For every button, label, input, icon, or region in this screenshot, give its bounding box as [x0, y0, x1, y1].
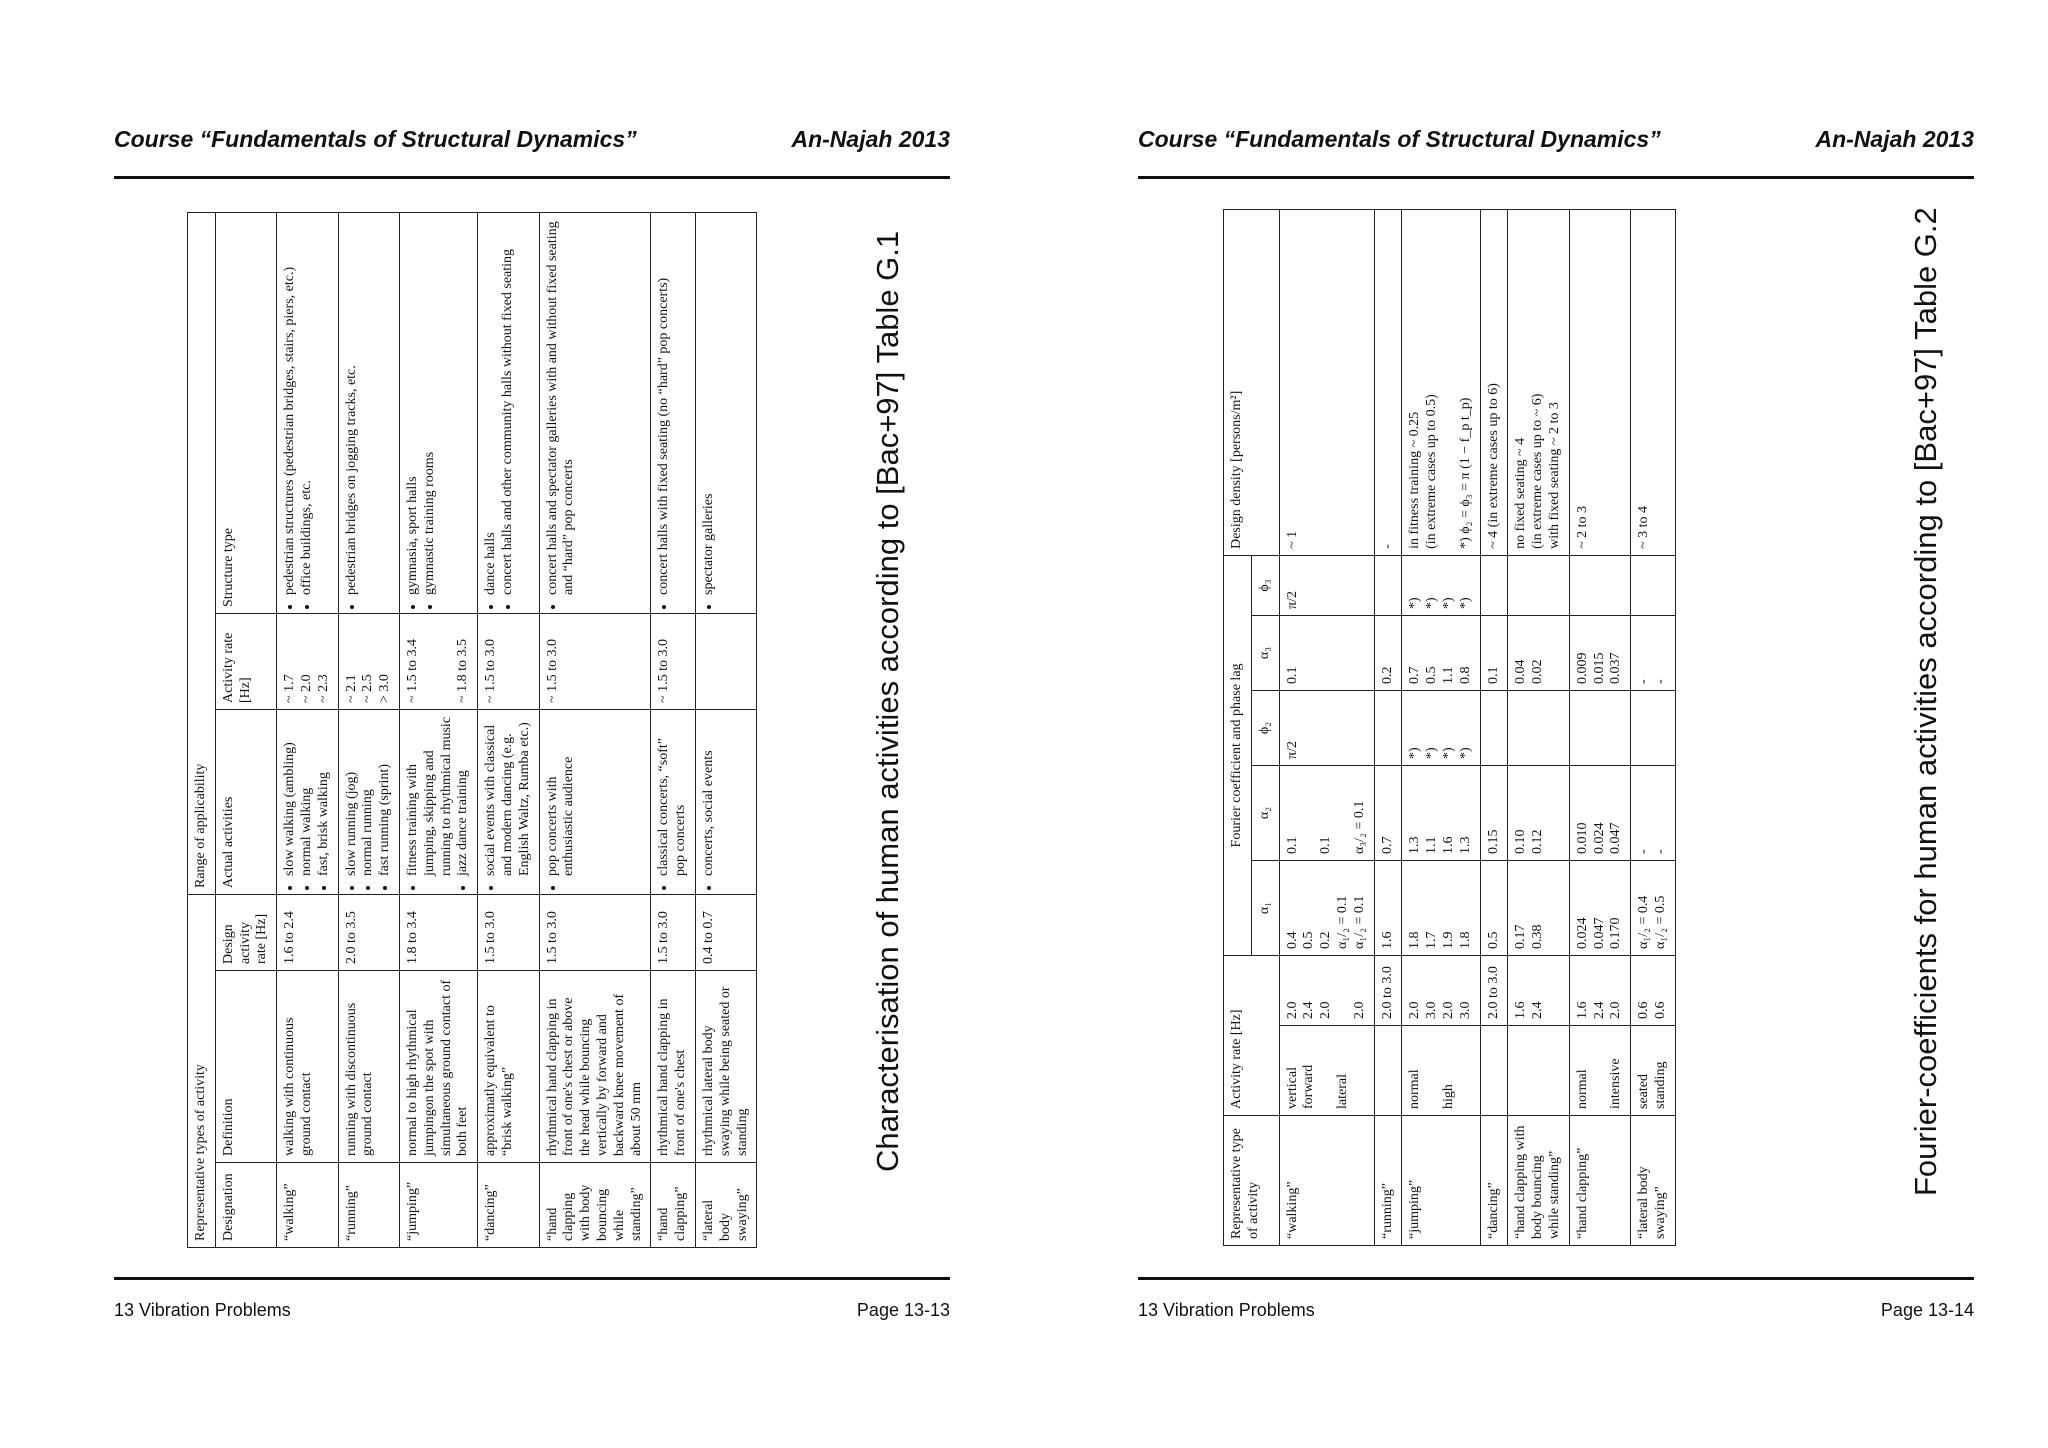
alpha3-cell: 0.009 0.015 0.037 — [1569, 615, 1630, 690]
phi3-cell — [1631, 555, 1676, 615]
col-fourier-group: Fourier coefficient and phase lag — [1224, 555, 1252, 955]
chapter-label: 13 Vibration Problems — [114, 1300, 291, 1320]
bullet-item: • office buildings, etc. — [299, 219, 316, 595]
definition-cell: approximatly equivalent to “brisk walking” — [478, 971, 539, 1163]
alpha1-cell: 1.8 1.7 1.9 1.8 — [1402, 860, 1480, 955]
table-g1-rotated — [187, 212, 757, 1248]
actual-activities-cell-list — [545, 716, 579, 888]
actual-activities-cell — [539, 710, 651, 895]
course-title: Course “Fundamentals of Structural Dynamics” — [114, 126, 637, 152]
bullet-item: • slow walking (ambling) — [282, 716, 299, 876]
activity-rate-cell: 0.6 0.6 — [1631, 955, 1676, 1025]
bullet-item: • pedestrian structures (pedestrian bridges, stairs, piers, etc.) — [282, 219, 299, 595]
actual-activities-cell — [695, 710, 756, 895]
col-definition: Definition — [215, 971, 276, 1163]
definition-cell: walking with continuous ground contact — [277, 971, 338, 1163]
design-density-cell: ~ 4 (in extreme cases up to 6) — [1480, 209, 1508, 555]
activity-type-cell: “hand clapping with body bouncing while standing” — [1508, 1116, 1569, 1246]
footer-rule — [114, 1277, 950, 1280]
phi2-cell — [1631, 690, 1676, 765]
actual-activities-cell-list — [282, 716, 332, 888]
bullet-item: • dance halls — [483, 219, 500, 595]
activity-rate-cell — [695, 614, 756, 710]
table-row — [399, 212, 477, 1247]
design-rate-cell: 1.5 to 3.0 — [651, 895, 696, 971]
header-rule — [1138, 176, 1974, 179]
phi2-cell — [1508, 690, 1569, 765]
design-density-cell: ~ 3 to 4 — [1631, 209, 1676, 555]
phi3-cell — [1374, 555, 1402, 615]
activity-subtype-cell — [1508, 1026, 1569, 1116]
actual-activities-cell — [277, 710, 338, 895]
col-alpha2: α₂ — [1251, 765, 1279, 860]
col-activity-type: Representative type of activity — [1224, 1116, 1280, 1246]
col-alpha1: α₁ — [1251, 860, 1279, 955]
alpha1-cell: α₁/₂ = 0.4 α₁/₂ = 0.5 — [1631, 860, 1676, 955]
activity-rate-cell: 2.0 2.4 2.0 2.0 — [1279, 955, 1374, 1025]
activity-rate-cell: 2.0 3.0 2.0 3.0 — [1402, 955, 1480, 1025]
bullet-item: • social events with classical and modern dancing (e.g. English Waltz, Rumba etc.) — [483, 716, 533, 876]
table-row — [338, 212, 399, 1247]
activity-characterisation-table — [187, 212, 757, 1248]
header-rule — [114, 176, 950, 179]
phi3-cell: *) *) *) *) — [1402, 555, 1480, 615]
page-number: Page 13-13 — [856, 1300, 950, 1320]
actual-activities-cell — [338, 710, 399, 895]
page-number: Page 13-14 — [1880, 1300, 1974, 1320]
structure-type-cell-list — [282, 219, 316, 607]
design-density-cell: - — [1374, 209, 1402, 555]
designation-cell: “hand clapping” — [651, 1163, 696, 1248]
design-rate-cell: 1.6 to 2.4 — [277, 895, 338, 971]
phi2-cell — [1374, 690, 1402, 765]
col-phi3: ϕ₃ — [1251, 555, 1279, 615]
alpha3-cell: 0.04 0.02 — [1508, 615, 1569, 690]
activity-rate-cell: ~ 1.5 to 3.4 ~ 1.8 to 3.5 — [399, 614, 477, 710]
table-caption: Characterisation of human activities according to [Bac+97] Table G.1 — [870, 230, 905, 1172]
definition-cell: normal to high rhythmical jumpingon the spot with simultaneous ground contact of both feet — [399, 971, 477, 1163]
actual-activities-cell — [478, 710, 539, 895]
bullet-item: • gymnasia, sport halls — [405, 219, 422, 595]
col-activity-rate: Activity rate [Hz] — [1224, 955, 1280, 1115]
alpha1-cell: 0.4 0.5 0.2 α₁/₂ = 0.1 α₁/₂ = 0.1 — [1279, 860, 1374, 955]
header-institution: An-Najah 2013 — [1815, 126, 1974, 152]
phi2-cell: π/2 — [1279, 690, 1374, 765]
table-row — [1569, 209, 1630, 1245]
activity-subtype-cell: normal high — [1402, 1026, 1480, 1116]
fourier-coefficients-table — [1223, 209, 1676, 1246]
bullet-item: • fast running (sprint) — [377, 716, 394, 876]
phi3-cell — [1569, 555, 1630, 615]
activity-type-cell: “jumping” — [1402, 1116, 1480, 1246]
activity-subtype-cell — [1374, 1026, 1402, 1116]
col-designation: Designation — [215, 1163, 276, 1248]
activity-rate-cell: ~ 1.5 to 3.0 — [478, 614, 539, 710]
alpha2-cell: 0.15 — [1480, 765, 1508, 860]
bullet-item: • fitness training with jumping, skipping and running to rhythmical music — [405, 716, 455, 876]
design-density-cell: ~ 1 — [1279, 209, 1374, 555]
structure-type-cell — [478, 212, 539, 613]
bullet-item: • pop concerts with enthusiastic audience — [545, 716, 579, 876]
structure-type-cell-list — [701, 219, 718, 607]
alpha2-cell: 0.1 0.1 α₃/₂ = 0.1 — [1279, 765, 1374, 860]
structure-type-cell — [338, 212, 399, 613]
table-row — [1374, 209, 1402, 1245]
bullet-item: • slow running (jog) — [344, 716, 361, 876]
structure-type-cell — [539, 212, 651, 613]
bullet-item: • jazz dance training — [455, 716, 472, 876]
designation-cell: “walking” — [277, 1163, 338, 1248]
table-row — [277, 212, 338, 1247]
alpha3-cell: 0.1 — [1279, 615, 1374, 690]
structure-type-cell — [277, 212, 338, 613]
activity-rate-cell: 1.6 2.4 — [1508, 955, 1569, 1025]
activity-type-cell: “walking” — [1279, 1116, 1374, 1246]
actual-activities-cell — [651, 710, 696, 895]
definition-cell: rhythmical lateral body swaying while being seated or standing — [695, 971, 756, 1163]
actual-activities-cell-list — [344, 716, 394, 888]
activity-subtype-cell — [1480, 1026, 1508, 1116]
structure-type-cell — [399, 212, 477, 613]
actual-activities-cell — [399, 710, 477, 895]
table-row — [478, 212, 539, 1247]
structure-type-cell-list — [483, 219, 517, 607]
activity-type-cell: “running” — [1374, 1116, 1402, 1246]
page-13-14 — [1024, 0, 2048, 1448]
designation-cell: “lateral body swaying” — [695, 1163, 756, 1248]
alpha1-cell: 0.5 — [1480, 860, 1508, 955]
designation-cell: “hand clapping with body bouncing while standing” — [539, 1163, 651, 1248]
definition-cell: rhythmical hand clapping in front of one's chest — [651, 971, 696, 1163]
actual-activities-cell-list — [701, 716, 718, 888]
activity-subtype-cell: vertical forward lateral — [1279, 1026, 1374, 1116]
structure-type-cell-list — [344, 219, 361, 607]
bullet-item: • concert halls and spectator galleries with and without fixed seating and “hard” pop concerts — [545, 219, 579, 595]
group-header-applicability: Range of applicability — [188, 212, 216, 894]
actual-activities-cell-list — [405, 716, 472, 888]
bullet-item: • normal walking — [299, 716, 316, 876]
col-alpha3: α₃ — [1251, 615, 1279, 690]
col-structure-type: Structure type — [215, 212, 276, 613]
structure-type-cell — [695, 212, 756, 613]
alpha1-cell: 0.024 0.047 0.170 — [1569, 860, 1630, 955]
col-phi2: ϕ₂ — [1251, 690, 1279, 765]
design-rate-cell: 1.5 to 3.0 — [539, 895, 651, 971]
col-design-rate: Design activity rate [Hz] — [215, 895, 276, 971]
activity-rate-cell: 2.0 to 3.0 — [1374, 955, 1402, 1025]
bullet-item: • normal running — [360, 716, 377, 876]
table-row — [1402, 209, 1480, 1245]
activity-rate-cell: ~ 2.1 ~ 2.5 > 3.0 — [338, 614, 399, 710]
bullet-item: • fast, brisk walking — [316, 716, 333, 876]
table-row — [1631, 209, 1676, 1245]
designation-cell: “running” — [338, 1163, 399, 1248]
col-actual-activities: Actual activities — [215, 710, 276, 895]
phi3-cell — [1480, 555, 1508, 615]
design-density-cell: ~ 2 to 3 — [1569, 209, 1630, 555]
phi3-cell: π/2 — [1279, 555, 1374, 615]
table-row — [651, 212, 696, 1247]
design-density-cell: in fitness training ~ 0.25 (in extreme cases up to 0.5) *) ϕ₂ = ϕ₃ = π (1 − f_p t_p) — [1402, 209, 1480, 555]
alpha3-cell: 0.1 — [1480, 615, 1508, 690]
activity-rate-cell: ~ 1.7 ~ 2.0 ~ 2.3 — [277, 614, 338, 710]
actual-activities-cell-list — [656, 716, 690, 888]
activity-rate-cell: ~ 1.5 to 3.0 — [651, 614, 696, 710]
course-title: Course “Fundamentals of Structural Dynamics” — [1138, 126, 1661, 152]
alpha3-cell: - - — [1631, 615, 1676, 690]
bullet-item: • spectator galleries — [701, 219, 718, 595]
bullet-item: • concert halls with fixed seating (no “hard” pop concerts) — [656, 219, 673, 595]
alpha1-cell: 1.6 — [1374, 860, 1402, 955]
header-institution: An-Najah 2013 — [791, 126, 950, 152]
bullet-item: • concerts, social events — [701, 716, 718, 876]
design-density-cell: no fixed seating ~ 4 (in extreme cases up to ~ 6) with fixed seating ~ 2 to 3 — [1508, 209, 1569, 555]
bullet-item: • gymnastic training rooms — [422, 219, 439, 595]
design-rate-cell: 2.0 to 3.5 — [338, 895, 399, 971]
structure-type-cell — [651, 212, 696, 613]
col-design-density: Design density [persons/m²] — [1224, 209, 1280, 555]
table-row — [695, 212, 756, 1247]
activity-rate-cell: 2.0 to 3.0 — [1480, 955, 1508, 1025]
group-header-activity: Representative types of activity — [188, 895, 216, 1248]
table-row — [539, 212, 651, 1247]
phi2-cell — [1569, 690, 1630, 765]
footer-rule — [1138, 1277, 1974, 1280]
alpha2-cell: 1.3 1.1 1.6 1.3 — [1402, 765, 1480, 860]
activity-subtype-cell: normal intensive — [1569, 1026, 1630, 1116]
alpha3-cell: 0.7 0.5 1.1 0.8 — [1402, 615, 1480, 690]
definition-cell: running with discontinuous ground contact — [338, 971, 399, 1163]
design-rate-cell: 1.5 to 3.0 — [478, 895, 539, 971]
alpha3-cell: 0.2 — [1374, 615, 1402, 690]
activity-subtype-cell: seated standing — [1631, 1026, 1676, 1116]
alpha1-cell: 0.17 0.38 — [1508, 860, 1569, 955]
design-rate-cell: 0.4 to 0.7 — [695, 895, 756, 971]
activity-rate-cell: 1.6 2.4 2.0 — [1569, 955, 1630, 1025]
table-row — [1508, 209, 1569, 1245]
definition-cell: rhythmical hand clapping in front of one's chest or above the head while bouncing vertically by forward and backward knee movement of about 50 mm — [539, 971, 651, 1163]
phi2-cell — [1480, 690, 1508, 765]
table-row — [1279, 209, 1374, 1245]
activity-type-cell: “hand clapping” — [1569, 1116, 1630, 1246]
alpha2-cell: 0.7 — [1374, 765, 1402, 860]
structure-type-cell-list — [656, 219, 673, 607]
phi2-cell: *) *) *) *) — [1402, 690, 1480, 765]
bullet-item: • pedestrian bridges on jogging tracks, etc. — [344, 219, 361, 595]
bullet-item: • concert halls and other community halls without fixed seating — [500, 219, 517, 595]
alpha2-cell: 0.10 0.12 — [1508, 765, 1569, 860]
phi3-cell — [1508, 555, 1569, 615]
design-rate-cell: 1.8 to 3.4 — [399, 895, 477, 971]
designation-cell: “dancing” — [478, 1163, 539, 1248]
alpha2-cell: 0.010 0.024 0.047 — [1569, 765, 1630, 860]
activity-rate-cell: ~ 1.5 to 3.0 — [539, 614, 651, 710]
table-caption: Fourier-coefficients for human activities according to [Bac+97] Table G.2 — [1908, 207, 1943, 1196]
structure-type-cell-list — [545, 219, 579, 607]
bullet-item: • classical concerts, “soft” pop concerts — [656, 716, 690, 876]
alpha2-cell: - - — [1631, 765, 1676, 860]
designation-cell: “jumping” — [399, 1163, 477, 1248]
actual-activities-cell-list — [483, 716, 533, 888]
col-activity-rate: Activity rate [Hz] — [215, 614, 276, 710]
table-row — [1480, 209, 1508, 1245]
structure-type-cell-list — [405, 219, 439, 607]
activity-type-cell: “dancing” — [1480, 1116, 1508, 1246]
table-g2-rotated — [1223, 209, 1676, 1246]
chapter-label: 13 Vibration Problems — [1138, 1300, 1315, 1320]
activity-type-cell: “lateral body swaying” — [1631, 1116, 1676, 1246]
